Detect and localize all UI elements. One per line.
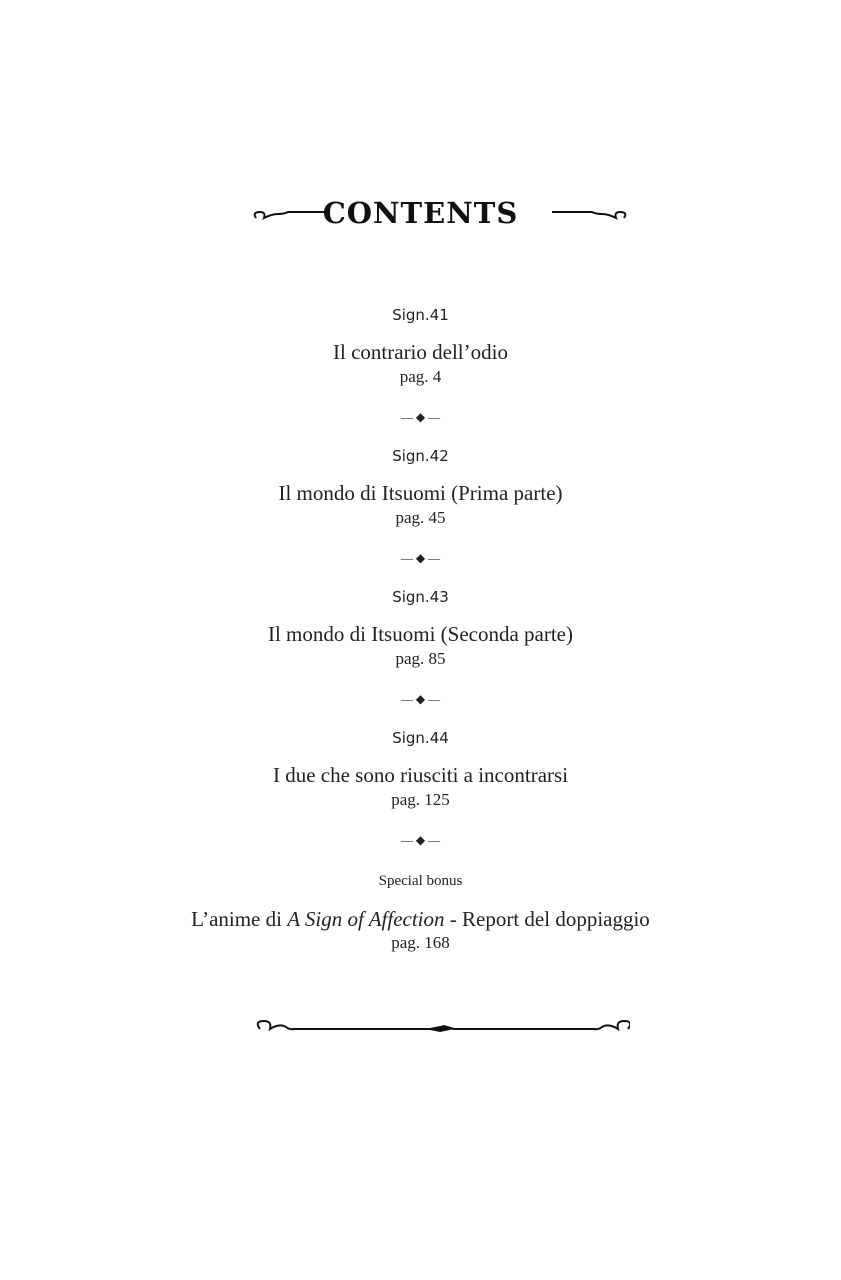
separator: — ◆ — bbox=[400, 551, 441, 565]
bottom-ornament-icon bbox=[250, 1015, 630, 1039]
entry-title: Il mondo di Itsuomi (Seconda parte) bbox=[267, 622, 573, 646]
entry-page: pag. 45 bbox=[395, 508, 446, 527]
bonus-title bbox=[0, 907, 841, 932]
entry-title: Il mondo di Itsuomi (Prima parte) bbox=[278, 481, 563, 505]
entry-page: pag. 4 bbox=[399, 367, 442, 386]
entry-sign: Sign.43 bbox=[392, 588, 449, 606]
separator: — ◆ — bbox=[400, 833, 441, 847]
bonus-page: pag. 168 bbox=[391, 933, 450, 952]
page-title: CONTENTS bbox=[322, 196, 519, 230]
bonus-title-prefix: L’anime di bbox=[191, 907, 288, 931]
entry-page: pag. 125 bbox=[391, 790, 450, 809]
entry-page: pag. 85 bbox=[395, 649, 446, 668]
bonus-title-suffix: - Report del doppiaggio bbox=[444, 907, 650, 931]
entry-sign: Sign.42 bbox=[392, 447, 449, 465]
entry-title: Il contrario dell’odio bbox=[333, 340, 508, 364]
right-flourish-icon bbox=[550, 205, 630, 225]
separator: — ◆ — bbox=[400, 410, 441, 424]
entry-sign: Sign.41 bbox=[392, 306, 449, 324]
bonus-label: Special bonus bbox=[378, 873, 463, 889]
entry-title: I due che sono riusciti a incontrarsi bbox=[272, 763, 569, 787]
separator: — ◆ — bbox=[400, 692, 441, 706]
entry-sign: Sign.44 bbox=[392, 729, 449, 747]
bonus-title-italic: A Sign of Affection bbox=[287, 907, 445, 931]
